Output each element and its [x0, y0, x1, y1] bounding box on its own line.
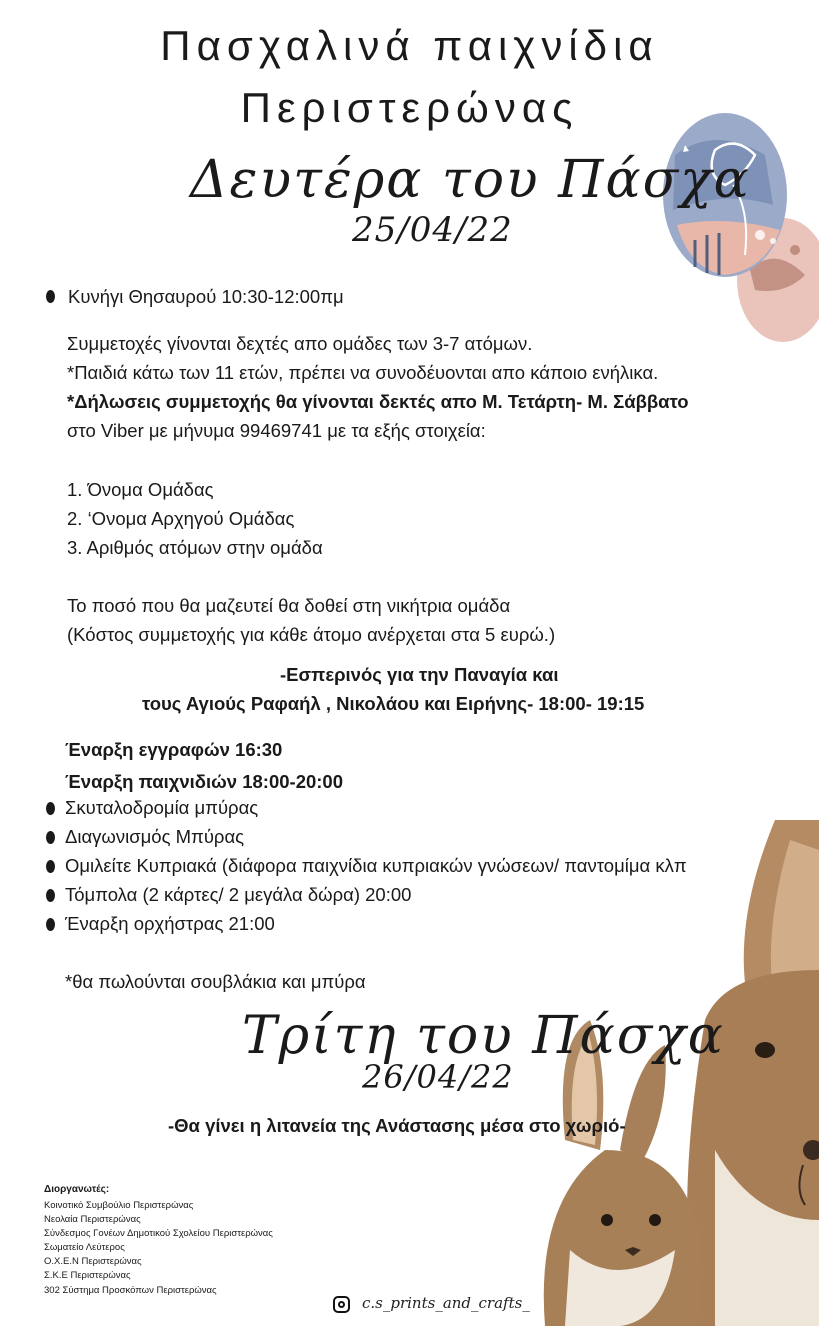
list-item: 1. Όνομα Ομάδας [67, 479, 214, 500]
prize-line1: Το ποσό που θα μαζευτεί θα δοθεί στη νικήτρια ομάδα [67, 595, 511, 616]
treasure-hunt-line1: Συμμετοχές γίνονται δεχτές απο ομάδες των 3-7 ατόμων. [67, 333, 533, 354]
treasure-hunt-item: Κυνήγι Θησαυρού 10:30-12:00πμ [68, 286, 344, 307]
monday-heading: Δευτέρα του Πάσχα [190, 150, 751, 210]
treasure-hunt-line2: *Παιδιά κάτω των 11 ετών, πρέπει να συνοδέυονται απο κάποιο ενήλικα. [67, 362, 659, 383]
bullet [46, 831, 55, 844]
vespers-line1: -Εσπερινός για την Παναγία και [280, 664, 559, 685]
bullet [46, 918, 55, 931]
organizer-item: Νεολαία Περιστερώνας [44, 1214, 141, 1225]
organizer-item: Σ.Κ.Ε Περιστερώνας [44, 1270, 131, 1281]
instagram-handle[interactable]: c.s_prints_and_crafts_ [362, 1294, 530, 1312]
treasure-hunt-line3: *Δήλωσεις συμμετοχής θα γίνονται δεκτές απο Μ. Τετάρτη- Μ. Σάββατο [67, 391, 689, 412]
bullet [46, 889, 55, 902]
poster-title-line1: Πασχαλινά παιχνίδια [160, 22, 659, 69]
tuesday-date: 26/04/22 [362, 1058, 514, 1096]
prize-line2: (Κόστος συμμετοχής για κάθε άτομο ανέρχεται στα 5 ευρώ.) [67, 624, 556, 645]
easter-eggs-illustration [655, 95, 819, 345]
organizer-item: 302 Σύστημα Προσκόπων Περιστερώνας [44, 1285, 217, 1296]
organizer-item: Σωματείο Λεύτερος [44, 1242, 125, 1253]
vespers-line2: τους Αγιούς Ραφαήλ , Νικολάου και Ειρήνης- 18:00- 19:15 [142, 693, 645, 714]
poster-title-line2: Περιστερώνας [240, 84, 579, 131]
game-item: Σκυταλοδρομία μπύρας [65, 797, 259, 818]
list-item: 2. ‘Ονομα Αρχηγού Ομάδας [67, 508, 295, 529]
bullet [46, 802, 55, 815]
organizer-item: Σύνδεσμος Γονέων Δημοτικού Σχολείου Περιστερώνας [44, 1228, 273, 1239]
bullet [46, 860, 55, 873]
organizer-item: Ο.Χ.Ε.Ν Περιστερώνας [44, 1256, 142, 1267]
organizer-item: Κοινοτικό Συμβούλιο Περιστερώνας [44, 1200, 194, 1211]
list-item: 3. Αριθμός ατόμων στην ομάδα [67, 537, 323, 558]
registration-start: Έναρξη εγγραφών 16:30 [65, 739, 283, 760]
game-item: Διαγωνισμός Μπύρας [65, 826, 245, 847]
bunnies-illustration [525, 820, 819, 1326]
instagram-icon [333, 1296, 350, 1313]
game-item: Ομιλείτε Κυπριακά (διάφορα παιχνίδια κυπριακών γνώσεων/ παντομίμα κλπ [65, 855, 687, 876]
organizers-title: Διοργανωτές: [44, 1184, 110, 1195]
tuesday-heading: Τρίτη του Πάσχα [242, 1006, 725, 1066]
food-note: *θα πωλούνται σουβλάκια και μπύρα [65, 971, 366, 992]
game-item: Τόμπολα (2 κάρτες/ 2 μεγάλα δώρα) 20:00 [65, 884, 412, 905]
game-item: Έναρξη ορχήστρας 21:00 [65, 913, 275, 934]
tuesday-event: -Θα γίνει η λιτανεία της Ανάστασης μέσα στο χωριό- [168, 1115, 626, 1136]
bullet [46, 290, 55, 303]
games-start: Έναρξη παιχνιδιών 18:00-20:00 [65, 771, 344, 792]
treasure-hunt-line4: στο Viber με μήνυμα 99469741 με τα εξής στοιχεία: [67, 420, 486, 441]
monday-date: 25/04/22 [352, 210, 513, 250]
